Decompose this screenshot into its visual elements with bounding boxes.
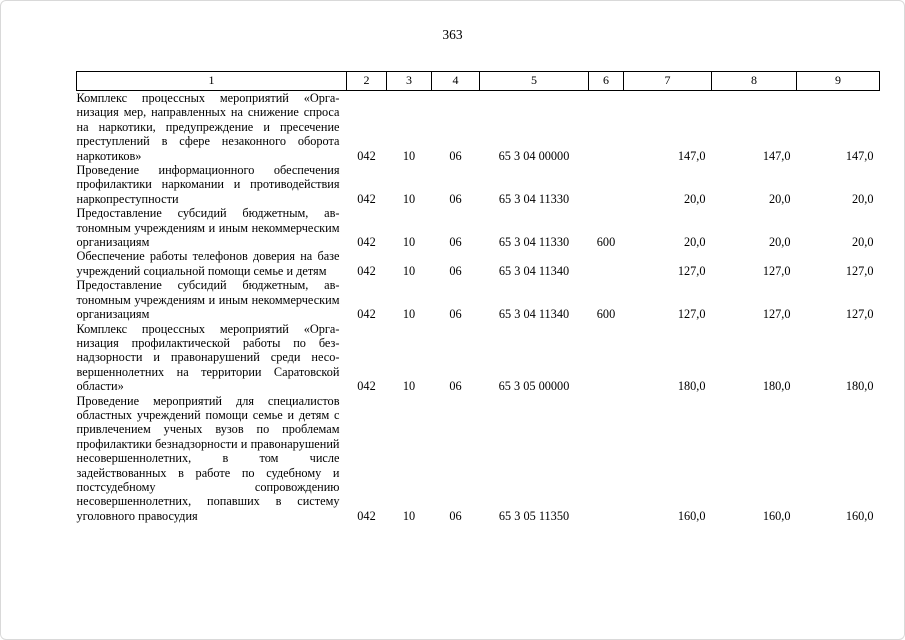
header-col-4: 4 xyxy=(432,72,480,91)
row-value-col-3: 10 xyxy=(402,263,416,278)
row-value-col-3: 10 xyxy=(402,148,416,163)
row-description: Обеспечение работы телефонов доверия на базе учреждений социальной помощи семье и детям xyxy=(76,249,340,278)
row-value-col-2: 042 xyxy=(357,508,376,523)
row-value-col-5: 65 3 04 11340 xyxy=(498,307,570,322)
table-header-row xyxy=(77,72,880,91)
row-value-col-7: 20,0 xyxy=(683,191,706,206)
row-value-col-7: 160,0 xyxy=(677,508,706,523)
row-value-col-6 xyxy=(589,322,624,394)
row-value-col-6 xyxy=(589,249,624,278)
header-col-7: 7 xyxy=(624,72,712,91)
row-value-col-2: 042 xyxy=(357,191,376,206)
row-value-col-4: 06 xyxy=(449,508,462,523)
row-description: Комплекс процессных мероприятий «Организация профилактической работы по безнадзорности и правонарушений среди несовершеннолетних на территории Саратовской области» xyxy=(76,321,340,394)
row-value-col-8: 127,0 xyxy=(762,307,791,322)
row-value-col-5: 65 3 04 11330 xyxy=(498,191,570,206)
row-value-col-7: 20,0 xyxy=(683,235,706,250)
row-value-col-6 xyxy=(589,91,624,164)
row-value-col-9: 147,0 xyxy=(845,148,874,163)
table-header xyxy=(77,72,880,91)
row-value-col-2: 042 xyxy=(357,235,376,250)
header-col-8: 8 xyxy=(712,72,797,91)
row-value-col-3: 10 xyxy=(402,235,416,250)
header-col-1: 1 xyxy=(77,72,347,91)
row-description: Проведение информационного обеспечения профилактики наркомании и противодействия наркопреступности xyxy=(76,163,340,206)
row-value-col-2: 042 xyxy=(357,263,376,278)
row-value-col-6 xyxy=(589,394,624,524)
row-value-col-3: 10 xyxy=(402,307,416,322)
header-col-6: 6 xyxy=(589,72,624,91)
row-value-col-7: 147,0 xyxy=(677,148,706,163)
header-col-9: 9 xyxy=(797,72,880,91)
row-value-col-4: 06 xyxy=(449,235,462,250)
row-value-col-9: 127,0 xyxy=(845,263,874,278)
row-value-col-2: 042 xyxy=(357,148,376,163)
page-number: 363 xyxy=(442,27,463,42)
header-col-2: 2 xyxy=(347,72,387,91)
row-value-col-7: 127,0 xyxy=(677,263,706,278)
row-value-col-4: 06 xyxy=(449,148,462,163)
table-row xyxy=(77,206,880,249)
row-value-col-8: 180,0 xyxy=(762,379,791,394)
row-value-col-7: 127,0 xyxy=(677,307,706,322)
row-value-col-5: 65 3 04 00000 xyxy=(498,148,570,163)
row-value-col-4: 06 xyxy=(449,307,462,322)
row-value-col-9: 20,0 xyxy=(851,191,874,206)
row-value-col-9: 160,0 xyxy=(845,508,874,523)
row-value-col-8: 160,0 xyxy=(762,508,791,523)
row-value-col-6: 600 xyxy=(596,307,616,322)
row-value-col-5: 65 3 05 11350 xyxy=(498,508,570,523)
row-value-col-9: 127,0 xyxy=(845,307,874,322)
row-value-col-2: 042 xyxy=(357,379,376,394)
header-col-5: 5 xyxy=(480,72,589,91)
row-value-col-8: 147,0 xyxy=(762,148,791,163)
row-value-col-6: 600 xyxy=(596,235,616,250)
row-value-col-3: 10 xyxy=(402,379,416,394)
row-value-col-9: 20,0 xyxy=(851,235,874,250)
table-row xyxy=(77,322,880,394)
row-value-col-4: 06 xyxy=(449,263,462,278)
header-col-3: 3 xyxy=(387,72,432,91)
row-description: Предоставление субсидий бюджетным, автономным учреждениям и иным некоммерческим организациям xyxy=(76,206,340,250)
row-description: Предоставление субсидий бюджетным, автономным учреждениям и иным некоммерческим организациям xyxy=(76,278,340,322)
row-value-col-2: 042 xyxy=(357,307,376,322)
table-row xyxy=(77,91,880,164)
row-value-col-5: 65 3 04 11330 xyxy=(498,235,570,250)
table-body xyxy=(77,91,880,524)
row-value-col-6 xyxy=(589,163,624,206)
table-row xyxy=(77,394,880,524)
row-value-col-9: 180,0 xyxy=(845,379,874,394)
row-value-col-3: 10 xyxy=(402,191,416,206)
row-description: Проведение мероприятий для специалистов областных учреждений помощи семье и детям с привлечением ученых вузов по проблемам профилактики безнадзорности и правонарушений несовершеннолетних, в том числе задействованных в работе по судебному и постсудебному сопровождению несовершеннолетних, попавших в систему уголовного правосудия xyxy=(76,393,340,523)
row-value-col-8: 20,0 xyxy=(768,235,791,250)
table-row xyxy=(77,249,880,278)
row-value-col-5: 65 3 05 00000 xyxy=(498,379,570,394)
row-value-col-3: 10 xyxy=(402,508,416,523)
row-value-col-8: 20,0 xyxy=(768,191,791,206)
table-row xyxy=(77,278,880,321)
row-value-col-5: 65 3 04 11340 xyxy=(498,263,570,278)
row-value-col-8: 127,0 xyxy=(762,263,791,278)
row-value-col-7: 180,0 xyxy=(677,379,706,394)
row-value-col-4: 06 xyxy=(449,379,462,394)
table-row xyxy=(77,163,880,206)
budget-table xyxy=(76,71,880,523)
row-value-col-4: 06 xyxy=(449,191,462,206)
row-description: Комплекс процессных мероприятий «Организация мер, направленных на снижение спроса на наркотики, предупреждение и пресечение преступлений в сфере незаконного оборота наркотиков» xyxy=(76,91,340,163)
